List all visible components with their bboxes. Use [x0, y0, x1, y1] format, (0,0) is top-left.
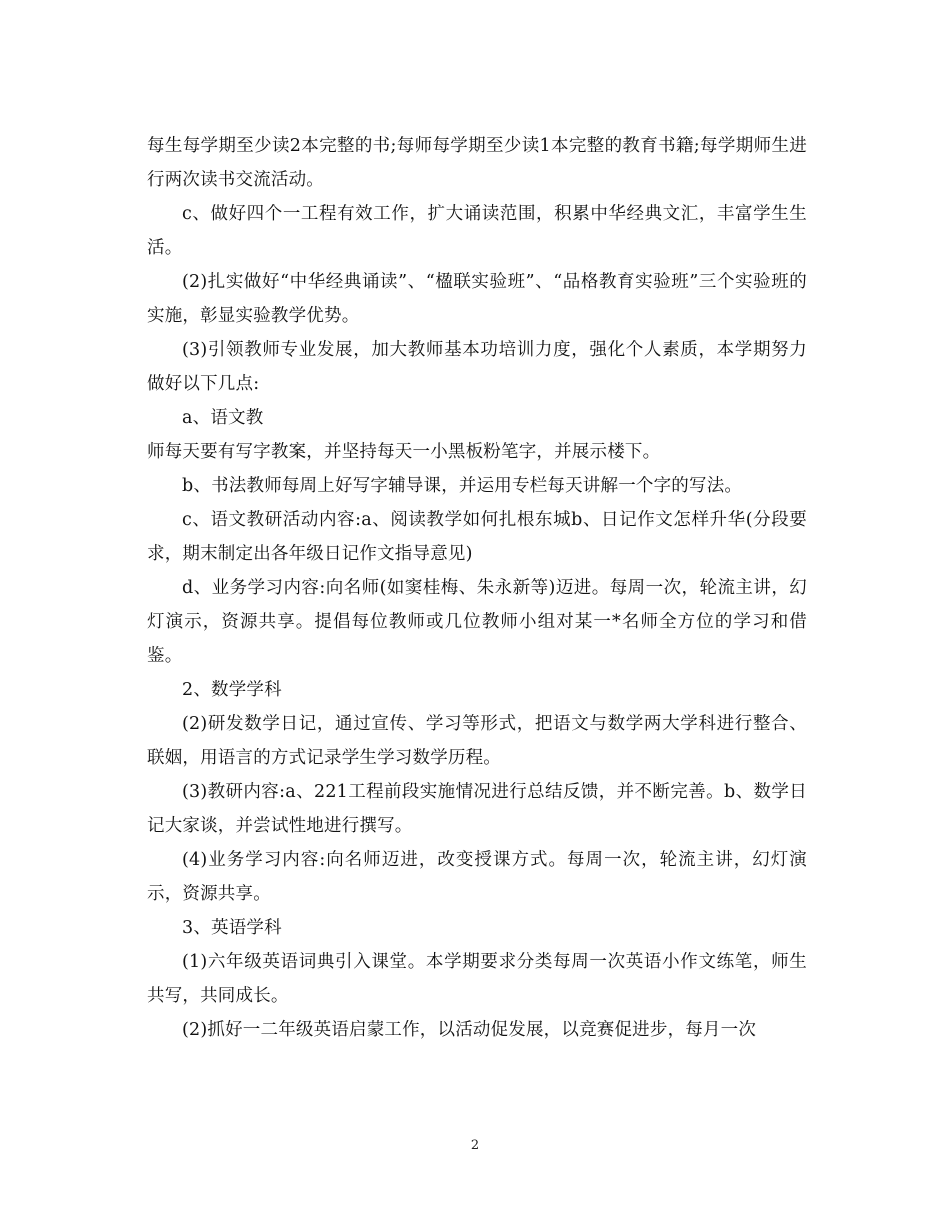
paragraph-4: (3)引领教师专业发展，加大教师基本功培训力度，强化个人素质，本学期努力做好以下几点: — [147, 340, 807, 394]
paragraph-1: 每生每学期至少读2本完整的书;每师每学期至少读1本完整的教育书籍;每学期师生进行两次读书交流活动。 — [147, 136, 807, 190]
paragraph-16: (2)抓好一二年级英语启蒙工作，以活动促发展，以竞赛促进步，每月一次 — [182, 1020, 757, 1040]
paragraph-3: (2)扎实做好“中华经典诵读”、“楹联实验班”、“品格教育实验班”三个实验班的实施，彰显实验教学优势。 — [147, 272, 807, 326]
section-heading-english: 3、英语学科 — [182, 918, 282, 938]
document-body — [147, 129, 807, 1047]
paragraph-12: (3)教研内容:a、221工程前段实施情况进行总结反馈，并不断完善。b、数学日记大家谈，并尝试性地进行撰写。 — [147, 782, 807, 836]
paragraph-7: b、书法教师每周上好写字辅导课，并运用专栏每天讲解一个字的写法。 — [182, 476, 743, 496]
paragraph-8: c、语文教研活动内容:a、阅读教学如何扎根东城b、日记作文怎样升华(分段要求，期末制定出各年级日记作文指导意见) — [147, 510, 807, 564]
page-number: 2 — [470, 1138, 480, 1153]
paragraph-13: (4)业务学习内容:向名师迈进，改变授课方式。每周一次，轮流主讲，幻灯演示，资源共享。 — [147, 850, 807, 904]
paragraph-2: c、做好四个一工程有效工作，扩大诵读范围，积累中华经典文汇，丰富学生生活。 — [147, 204, 807, 258]
paragraph-9: d、业务学习内容:向名师(如窦桂梅、朱永新等)迈进。每周一次，轮流主讲，幻灯演示，资源共享。提倡每位教师或几位教师小组对某一*名师全方位的学习和借鉴。 — [147, 578, 807, 666]
paragraph-6: 师每天要有写字教案，并坚持每天一小黑板粉笔字，并展示楼下。 — [147, 442, 661, 462]
paragraph-5: a、语文教 — [182, 408, 264, 428]
paragraph-15: (1)六年级英语词典引入课堂。本学期要求分类每周一次英语小作文练笔，师生共写，共同成长。 — [147, 952, 807, 1006]
paragraph-11: (2)研发数学日记，通过宣传、学习等形式，把语文与数学两大学科进行整合、联姻，用语言的方式记录学生学习数学历程。 — [147, 714, 807, 768]
section-heading-math: 2、数学学科 — [182, 680, 282, 700]
